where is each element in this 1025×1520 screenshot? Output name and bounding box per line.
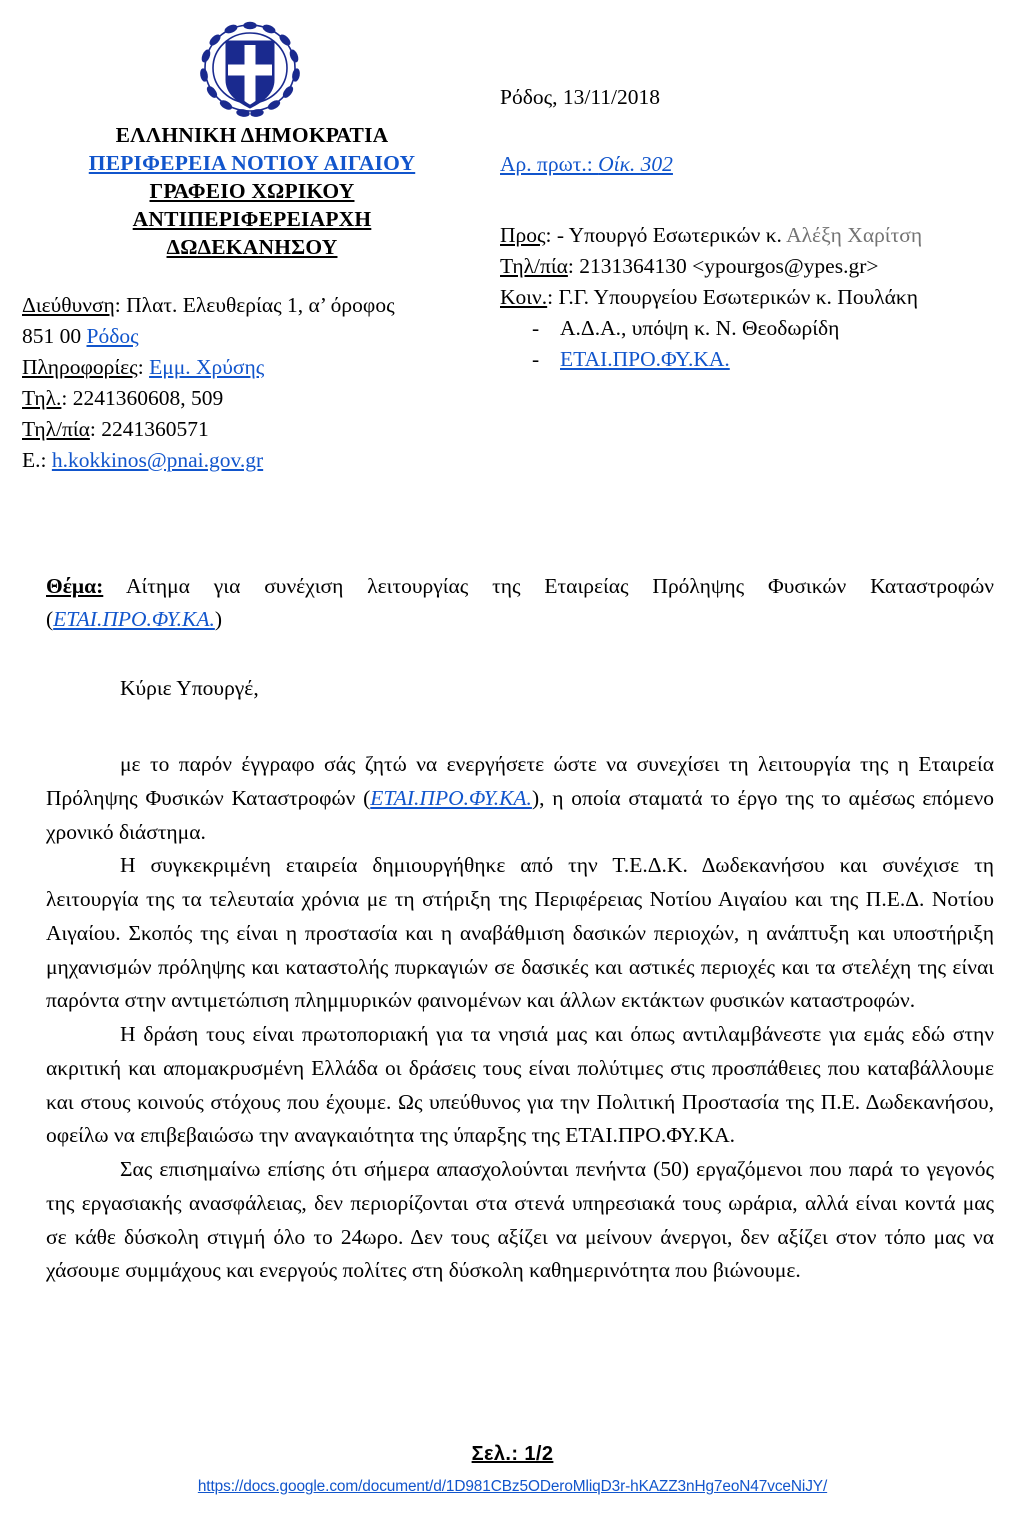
cc-item-text: Α.Δ.Α., υπόψη κ. Ν. Θεοδωρίδη xyxy=(560,315,840,340)
fax-value: : 2241360571 xyxy=(89,416,209,441)
cc-line xyxy=(500,282,1010,313)
org-line-region-link[interactable]: ΠΕΡΙΦΕΡΕΙΑ ΝΟΤΙΟΥ ΑΙΓΑΙΟΥ xyxy=(88,150,416,175)
phone-value: : 2241360608, 509 xyxy=(61,385,224,410)
place-and-date: Ρόδος, 13/11/2018 xyxy=(500,85,661,109)
contact-postal xyxy=(22,321,492,352)
recipient-line xyxy=(500,220,1010,251)
address-label: Διεύθυνση xyxy=(22,293,115,317)
contact-block xyxy=(22,290,492,476)
recipient-fax-label: Τηλ/πία xyxy=(500,253,568,278)
list-item xyxy=(532,344,1010,375)
p1-after: ), η οποία σταματά το έργο της το αμέσως επόμενο χρονικό διάστημα. xyxy=(46,785,995,844)
postal-code: 851 00 xyxy=(22,323,87,348)
subject-line xyxy=(46,570,994,635)
p1-before: με το παρόν έγγραφο σάς ζητώ να ενεργήσετε ώστε να συνεχίσει τη λειτουργία της η Εταιρεία Πρόληψης Φυσικών Καταστροφών ( xyxy=(46,752,994,810)
info-label: Πληροφορίες xyxy=(22,354,138,379)
cc-label: Κοιν. xyxy=(500,284,548,309)
fax-label: Τηλ/πία xyxy=(22,416,90,441)
contact-email xyxy=(22,445,492,476)
recipient-label: Προς xyxy=(500,222,546,247)
subject-text-before: Αίτημα για συνέχιση λειτουργίας της Εταιρείας Πρόληψης Φυσικών Καταστροφών ( xyxy=(46,574,994,631)
dash-bullet: - xyxy=(532,315,540,340)
subject-label: Θέμα: xyxy=(46,574,104,598)
recipient-value: : - Υπουργό Εσωτερικών κ. xyxy=(545,222,787,247)
city-link[interactable]: Ρόδος xyxy=(86,323,139,348)
contact-phone xyxy=(22,383,492,414)
greek-coat-of-arms-icon xyxy=(196,18,304,122)
body-paragraph-4: Σας επισημαίνω επίσης ότι σήμερα απασχολούνται πενήντα (50) εργαζόμενοι που παρά το γεγονός της εργασιακής ανασφάλειας, δεν περιορίζονται στα στενά υπηρεσιακά τους ωράρια, αλλά είναι κοντά μας σε κάθε δύσκολη στιγμή όλο το 24ωρο. Δεν τους αξίζει να μείνουν άνεργοι, δεν αξίζει στον τόπο μας να χάσουμε συμμάχους και ενεργούς πολίτες στη δύσκολη καθημερινότητα που βιώνουμε. xyxy=(46,1157,994,1283)
salutation: Κύριε Υπουργέ, xyxy=(120,676,259,700)
list-item xyxy=(532,313,1010,344)
subject-abbr-link[interactable]: ΕΤΑΙ.ΠΡΟ.ΦΥ.ΚΑ. xyxy=(53,606,215,631)
recipient-fax-line xyxy=(500,251,1010,282)
p1-abbr-link[interactable]: ΕΤΑΙ.ΠΡΟ.ΦΥ.ΚΑ. xyxy=(370,785,532,810)
subject-text-after: ) xyxy=(214,606,223,631)
phone-label: Τηλ. xyxy=(22,385,62,410)
body-paragraph-2: Η συγκεκριμένη εταιρεία δημιουργήθηκε από την Τ.Ε.Δ.Κ. Δωδεκανήσου και συνέχισε τη λειτουργία της τα τελευταία χρόνια με τη στήριξη της Περιφέρειας Νοτίου Αιγαίου και της Π.Ε.Δ. Νοτίου Αιγαίου. Σκοπός της είναι η προστασία και η αναβάθμιση δασικών περιοχών, η ανάπτυξη και υποστήριξη μηχανισμών πρόληψης και καταστολής πυρκαγιών σε δασικές και αστικές περιοχές και τα στελέχη της είναι παρόντα στην αντιμετώπιση πλημμυρικών φαινομένων και άλλων εκτάκτων φυσικών καταστροφών. xyxy=(46,853,994,1013)
email-link[interactable]: h.kokkinos@pnai.gov.gr xyxy=(51,447,264,472)
document-meta-block xyxy=(500,82,1010,375)
info-person-link[interactable]: Εμμ. Χρύσης xyxy=(149,354,265,379)
org-line-office-1: ΓΡΑΦΕΙΟ ΧΩΡΙΚΟΥ xyxy=(149,178,355,203)
page-number: Σελ.: 1/2 xyxy=(471,1443,554,1465)
cc-item-link[interactable]: ΕΤΑΙ.ΠΡΟ.ΦΥ.ΚΑ. xyxy=(560,346,730,371)
body-paragraph-3: Η δράση τους είναι πρωτοποριακή για τα νησιά μας και όπως αντιλαμβάνεστε για εμάς εδώ στην ακριτική και απομακρυσμένη Ελλάδα οι δράσεις τους είναι πολύτιμες στις προσπάθειες που καταβάλλουμε και στους κοινούς στόχους που έχουμε. Ως υπεύθυνος για την Πολιτική Προστασία της Π.Ε. Δωδεκανήσου, οφείλω να επιβεβαιώσω την αναγκαιότητα της ύπαρξης της ΕΤΑΙ.ΠΡΟ.ΦΥ.ΚΑ. xyxy=(46,1022,994,1148)
dash-bullet: - xyxy=(532,346,540,371)
recipient-fax-value: : 2131364130 <ypourgos@ypes.gr> xyxy=(567,253,879,278)
protocol-value: Οίκ. 302 xyxy=(598,151,673,176)
document-header xyxy=(0,0,1025,510)
organization-block xyxy=(22,122,482,262)
protocol-number[interactable] xyxy=(500,149,1010,180)
body-paragraph-1 xyxy=(46,748,994,849)
email-label: E.: xyxy=(22,447,52,472)
document-body xyxy=(46,748,994,1288)
contact-info xyxy=(22,352,492,383)
info-sep: : xyxy=(137,354,150,379)
cc-value: : Γ.Γ. Υπουργείου Εσωτερικών κ. Πουλάκη xyxy=(547,284,918,309)
org-line-office-3: ΔΩΔΕΚΑΝΗΣΟΥ xyxy=(166,234,338,259)
org-line-republic: ΕΛΛΗΝΙΚΗ ΔΗΜΟΚΡΑΤΙΑ xyxy=(115,123,389,147)
contact-address xyxy=(22,290,492,321)
org-line-office-2: ΑΝΤΙΠΕΡΙΦΕΡΕΙΑΡΧΗ xyxy=(132,206,372,231)
contact-fax xyxy=(22,414,492,445)
recipient-person: Αλέξη Χαρίτση xyxy=(786,222,923,247)
address-value: : Πλατ. Ελευθερίας 1, α’ όροφος xyxy=(114,293,395,317)
document-footer xyxy=(0,1443,1025,1496)
protocol-label: Αρ. πρωτ.: xyxy=(500,151,599,176)
cc-list xyxy=(500,313,1010,375)
document-url-link[interactable]: https://docs.google.com/document/d/1D981CBz5ODeroMliqD3r-hKAZZ3nHg7eoN47vceNiJY/ xyxy=(197,1478,828,1495)
